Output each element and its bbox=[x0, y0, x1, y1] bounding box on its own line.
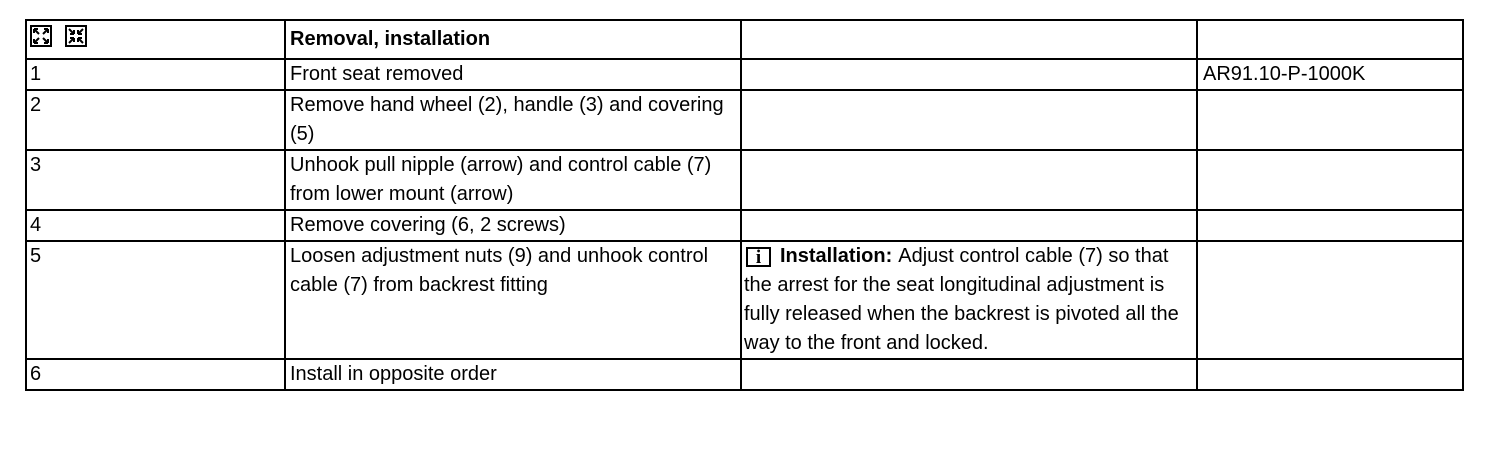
header-title-cell bbox=[285, 20, 741, 59]
installation-note bbox=[744, 242, 1193, 358]
header-icons-cell bbox=[26, 20, 285, 59]
note-text: Adjust control cable (7) so that the arrest for the seat longitudinal adjustment is fully released when the backrest is pivoted all the way to the front and locked. bbox=[744, 245, 1179, 354]
step-reference bbox=[1197, 241, 1463, 359]
step-reference-link[interactable]: AR91.10-P-1000K bbox=[1197, 59, 1463, 90]
table-header-row bbox=[26, 20, 1463, 59]
step-action: Front seat removed bbox=[285, 59, 741, 90]
step-note-cell bbox=[741, 241, 1197, 359]
step-number: 3 bbox=[26, 150, 285, 210]
step-number: 6 bbox=[26, 359, 285, 390]
step-note bbox=[741, 150, 1197, 210]
step-reference bbox=[1197, 359, 1463, 390]
procedure-table bbox=[25, 19, 1464, 391]
step-reference bbox=[1197, 90, 1463, 150]
table-row bbox=[26, 59, 1463, 90]
step-number: 5 bbox=[26, 241, 285, 359]
step-note bbox=[741, 359, 1197, 390]
table-row bbox=[26, 90, 1463, 150]
table-row bbox=[26, 241, 1463, 359]
step-number: 4 bbox=[26, 210, 285, 241]
header-notes-cell bbox=[741, 20, 1197, 59]
step-number: 2 bbox=[26, 90, 285, 150]
info-icon: i bbox=[746, 247, 771, 267]
step-action: Loosen adjustment nuts (9) and unhook control cable (7) from backrest fitting bbox=[285, 241, 741, 359]
step-reference bbox=[1197, 210, 1463, 241]
step-reference bbox=[1197, 150, 1463, 210]
note-label: Installation: bbox=[780, 245, 893, 267]
header-reference-cell bbox=[1197, 20, 1463, 59]
collapse-icon[interactable] bbox=[65, 25, 87, 47]
step-action: Install in opposite order bbox=[285, 359, 741, 390]
table-row bbox=[26, 210, 1463, 241]
step-action: Remove hand wheel (2), handle (3) and covering (5) bbox=[285, 90, 741, 150]
step-note bbox=[741, 90, 1197, 150]
section-title: Removal, installation bbox=[290, 28, 491, 50]
table-row bbox=[26, 359, 1463, 390]
step-action: Unhook pull nipple (arrow) and control cable (7) from lower mount (arrow) bbox=[285, 150, 741, 210]
step-note bbox=[741, 59, 1197, 90]
table-row bbox=[26, 150, 1463, 210]
step-note bbox=[741, 210, 1197, 241]
expand-icon[interactable] bbox=[30, 25, 52, 47]
step-action: Remove covering (6, 2 screws) bbox=[285, 210, 741, 241]
step-number: 1 bbox=[26, 59, 285, 90]
